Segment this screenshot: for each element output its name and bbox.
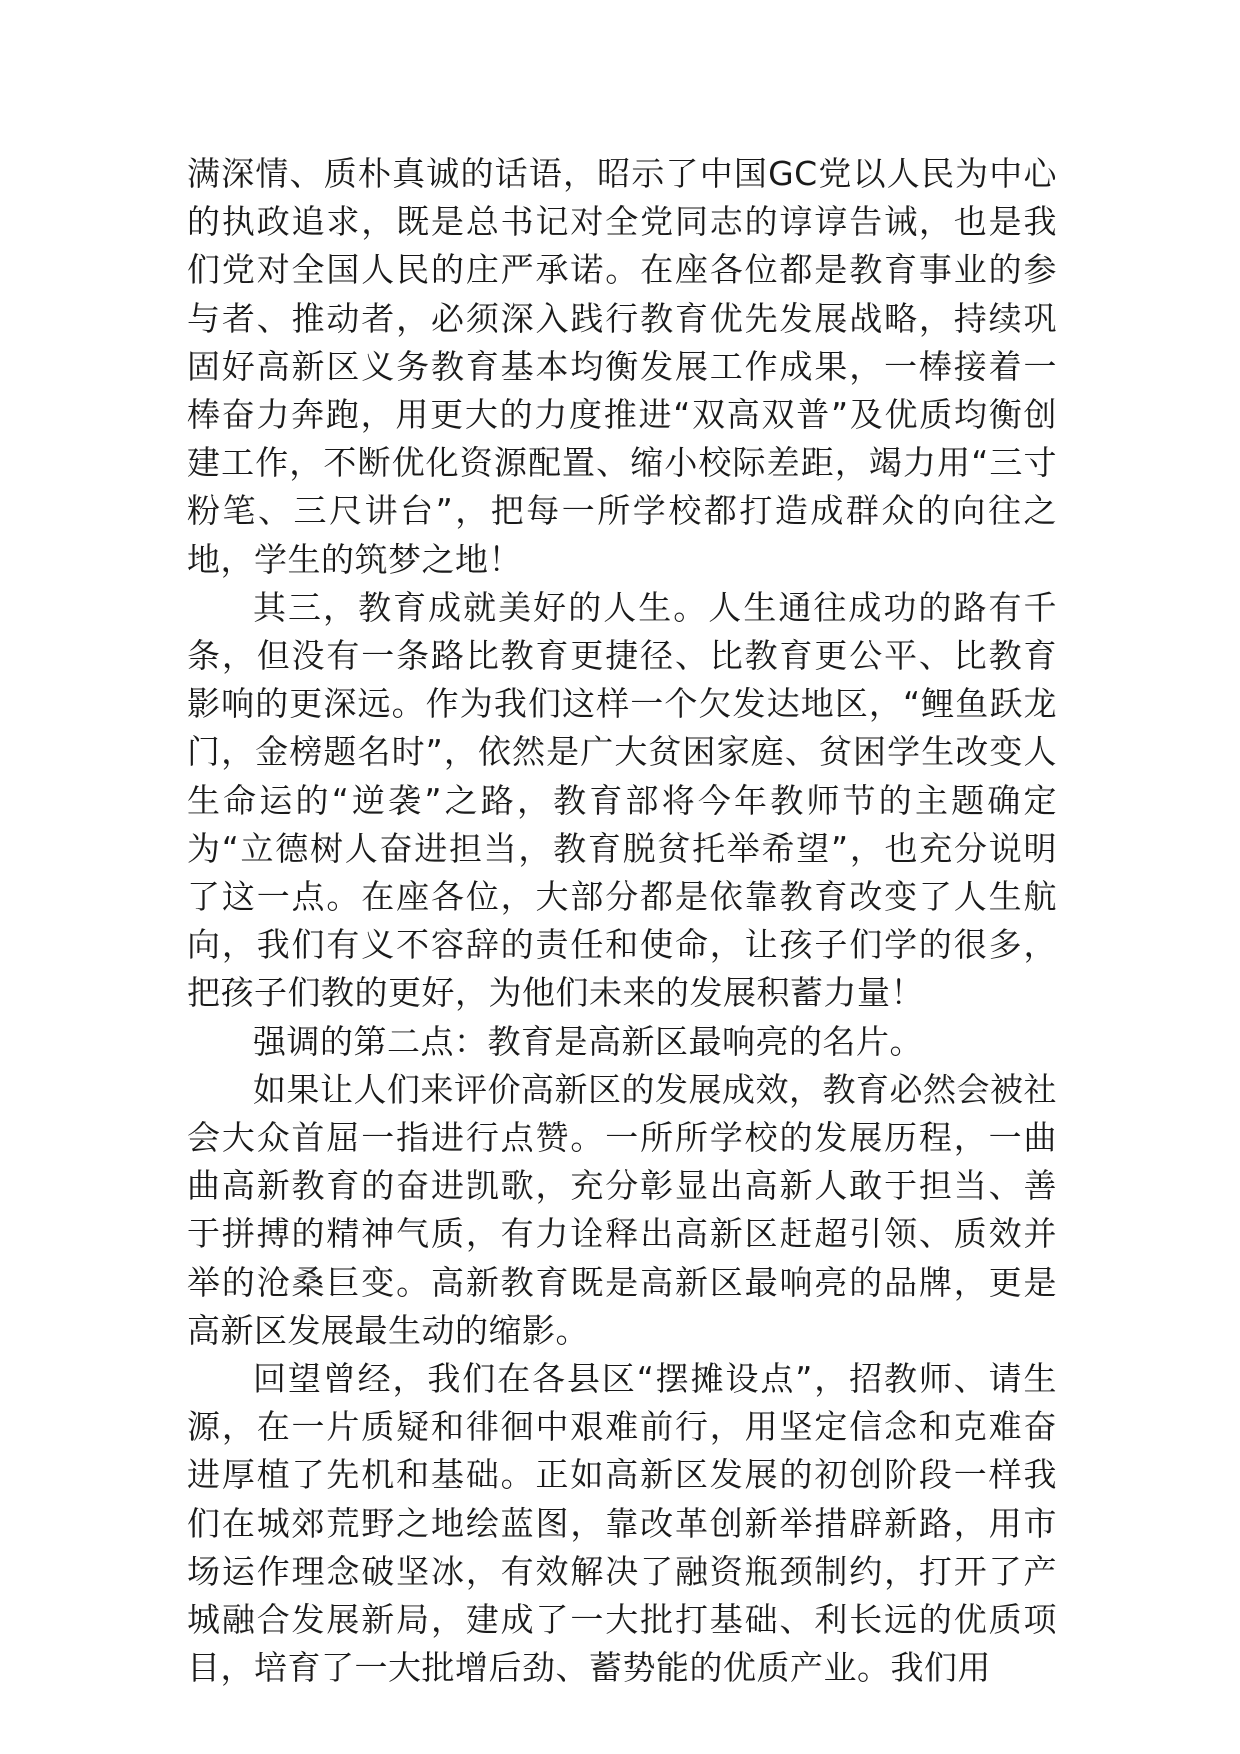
paragraph-continuation: 满深情、质朴真诚的话语，昭示了中国GC党以人民为中心的执政追求，既是总书记对全党同志的谆谆告诫，也是我们党对全国人民的庄严承诺。在座各位都是教育事业的参与者、推动者，必须深入践行教育优先发展战略，持续巩固好高新区义务教育基本均衡发展工作成果，一棒接着一棒奋力奔跑，用更大的力度推进“双高双普”及优质均衡创建工作，不断优化资源配置、缩小校际差距，竭力用“三寸粉笔、三尺讲台”，把每一所学校都打造成群众的向往之地，学生的筑梦之地！ — [187, 154, 1057, 579]
paragraph-evaluation: 如果让人们来评价高新区的发展成效，教育必然会被社会大众首屈一指进行点赞。一所所学校的发展历程，一曲曲高新教育的奋进凯歌，充分彰显出高新人敢于担当、善于拼搏的精神气质，有力诠释出高新区赶超引领、质效并举的沧桑巨变。高新教育既是高新区最响亮的品牌，更是高新区发展最生动的缩影。 — [187, 1069, 1057, 1350]
body-text — [187, 150, 1057, 1693]
paragraph-looking-back: 回望曾经，我们在各县区“摆摊设点”，招教师、请生源，在一片质疑和徘徊中艰难前行，用坚定信念和克难奋进厚植了先机和基础。正如高新区发展的初创阶段一样我们在城郊荒野之地绘蓝图，靠改革创新举措辟新路，用市场运作理念破坚冰，有效解决了融资瓶颈制约，打开了产城融合发展新局，建成了一大批打基础、利长远的优质项目，培育了一大批增后劲、蓄势能的优质产业。我们用 — [187, 1359, 1057, 1688]
paragraph-second-point-heading: 强调的第二点：教育是高新区最响亮的名片。 — [253, 1021, 923, 1061]
paragraph-point-three: 其三，教育成就美好的人生。人生通往成功的路有千条，但没有一条路比教育更捷径、比教育更公平、比教育影响的更深远。作为我们这样一个欠发达地区，“鲤鱼跃龙门，金榜题名时”，依然是广大贫困家庭、贫困学生改变人生命运的“逆袭”之路，教育部将今年教师节的主题确定为“立德树人奋进担当，教育脱贫托举希望”，也充分说明了这一点。在座各位，大部分都是依靠教育改变了人生航向，我们有义不容辞的责任和使命，让孩子们学的很多，把孩子们教的更好，为他们未来的发展积蓄力量！ — [187, 587, 1057, 1013]
